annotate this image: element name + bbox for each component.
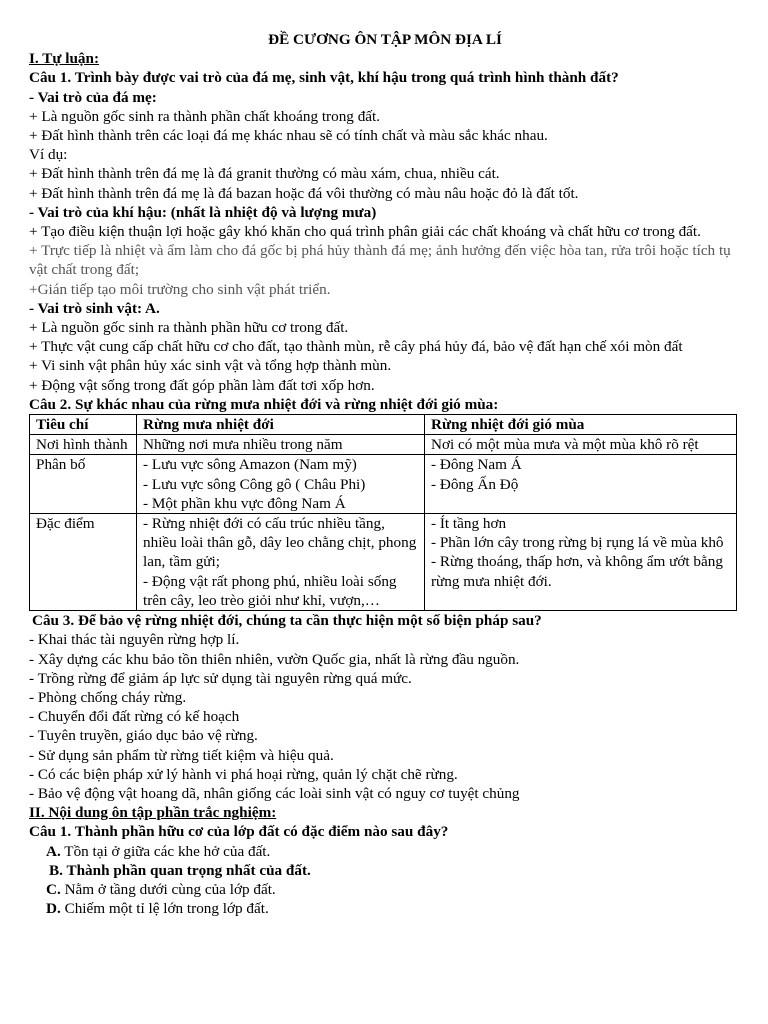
section-1-heading: I. Tự luận: [29, 50, 100, 68]
q3-line: - Xây dựng các khu bảo tồn thiên nhiên, vườn Quốc gia, nhất là rừng đầu nguồn. [29, 650, 520, 668]
q1-question: Câu 1. Trình bày được vai trò của đá mẹ, sinh vật, khí hậu trong quá trình hình thành đất? [29, 69, 619, 87]
table-criterion-cell: Nơi hình thành [30, 435, 137, 455]
option-letter: D. [46, 900, 61, 918]
q3-line: - Chuyển đổi đất rừng có kế hoạch [29, 708, 240, 726]
mcq-1-question: Câu 1. Thành phần hữu cơ của lớp đất có đặc điểm nào sau đây? [29, 823, 449, 841]
option-letter: A. [46, 842, 61, 860]
q3-line: - Có các biện pháp xử lý hành vi phá hoại rừng, quản lý chặt chẽ rừng. [29, 765, 458, 783]
table-cell [425, 455, 737, 514]
table-cell [425, 514, 737, 611]
example-label: Ví dụ: [29, 146, 68, 164]
cell-line: - Rừng thoáng, thấp hơn, và không ẩm ướt bằng rừng mưa nhiệt đới. [431, 553, 723, 590]
table-cell [425, 435, 737, 455]
table-row [30, 514, 737, 611]
table-row [30, 435, 737, 455]
example-line: + Đất hình thành trên đá mẹ là đá bazan hoặc đá vôi thường có màu nâu hoặc đỏ là đất tốt. [29, 184, 579, 202]
cell-line: - Rừng nhiệt đới có cấu trúc nhiều tầng, nhiều loài thân gỗ, dây leo chằng chịt, phong lan, tầm gửi; [143, 515, 417, 571]
bio-role-line: + Động vật sống trong đất góp phần làm đất tơi xốp hơn. [29, 376, 375, 394]
cell-line: - Ít tầng hơn [431, 515, 507, 533]
option-text: Nằm ở tầng dưới cùng của lớp đất. [60, 880, 276, 898]
section-2-heading: II. Nội dung ôn tập phần trắc nghiệm: [29, 804, 277, 822]
document-title: ĐỀ CƯƠNG ÔN TẬP MÔN ĐỊA LÍ [268, 31, 502, 48]
q3-line: - Khai thác tài nguyên rừng hợp lí. [29, 631, 240, 649]
table-header-cell: Tiêu chí [30, 415, 137, 435]
table-cell [137, 435, 425, 455]
climate-indirect-line: +Gián tiếp tạo môi trường cho sinh vật phát triển. [29, 280, 331, 298]
bio-role-line: + Vi sinh vật phân hủy xác sinh vật và tổng hợp thành mùn. [29, 357, 392, 375]
cell-line: - Lưu vực sông Công gô ( Châu Phi) [143, 475, 366, 493]
bio-role-line: + Thực vật cung cấp chất hữu cơ cho đất, tạo thành mùn, rễ cây phá hủy đá, bảo vệ đất hạn chế xói mòn đất [29, 338, 683, 356]
table-header-cell: Rừng mưa nhiệt đới [137, 415, 425, 435]
option-text: Thành phần quan trọng nhất của đất. [62, 861, 311, 879]
table-header-row [30, 415, 737, 435]
mcq-option-c [29, 880, 741, 899]
q3-line: - Trồng rừng để giảm áp lực sử dụng tài nguyên rừng quá mức. [29, 669, 412, 687]
q3-line: - Tuyên truyền, giáo dục bảo vệ rừng. [29, 727, 258, 745]
table-cell [137, 455, 425, 514]
option-letter: C. [46, 880, 61, 898]
table-criterion-cell: Phân bố [30, 455, 137, 514]
table-criterion-cell: Đặc điểm [30, 514, 137, 611]
cell-line: Những nơi mưa nhiều trong năm [143, 436, 343, 454]
mcq-option-d [29, 899, 741, 918]
cell-line: Nơi có một mùa mưa và một mùa khô rõ rệt [431, 436, 699, 454]
q3-line: - Bảo vệ động vật hoang dã, nhân giống các loài sinh vật có nguy cơ tuyệt chủng [29, 784, 520, 802]
q3-line: - Phòng chống cháy rừng. [29, 688, 187, 706]
table-header-cell: Rừng nhiệt đới gió mùa [425, 415, 737, 435]
q2-question: Câu 2. Sự khác nhau của rừng mưa nhiệt đới và rừng nhiệt đới gió mùa: [29, 395, 499, 413]
rock-role-heading: - Vai trò của đá mẹ: [29, 88, 157, 106]
option-letter: B. [49, 861, 63, 879]
cell-line: - Đông Nam Á [431, 456, 522, 474]
bio-role-heading: - Vai trò sinh vật: A. [29, 299, 160, 317]
climate-direct-line: + Trực tiếp là nhiệt và ẩm làm cho đá gốc bị phá hủy thành đá mẹ; ảnh hưởng đến việc hòa tan, rửa trôi hoặc tích tụ vật chất trong đất; [29, 242, 731, 279]
comparison-table [29, 414, 737, 611]
climate-role-line: + Tạo điều kiện thuận lợi hoặc gây khó khăn cho quá trình phân giải các chất khoáng và chất hữu cơ trong đất. [29, 223, 701, 241]
option-text: Tồn tại ở giữa các khe hở của đất. [60, 842, 271, 860]
cell-line: - Một phần khu vực đông Nam Á [143, 494, 346, 512]
climate-role-heading: - Vai trò của khí hậu: (nhất là nhiệt độ và lượng mưa) [29, 203, 377, 221]
bio-role-line: + Là nguồn gốc sinh ra thành phần hữu cơ trong đất. [29, 319, 349, 337]
option-text: Chiếm một tỉ lệ lớn trong lớp đất. [60, 900, 269, 918]
rock-role-line: + Đất hình thành trên các loại đá mẹ khác nhau sẽ có tính chất và màu sắc khác nhau. [29, 127, 548, 145]
mcq-option-b [29, 861, 741, 880]
q3-question: Câu 3. Để bảo vệ rừng nhiệt đới, chúng ta cần thực hiện một số biện pháp sau? [32, 612, 542, 630]
cell-line: - Phần lớn cây trong rừng bị rụng lá về mùa khô [431, 534, 724, 552]
mcq-option-a [29, 842, 741, 861]
table-cell [137, 514, 425, 611]
q3-line: - Sử dụng sản phẩm từ rừng tiết kiệm và hiệu quả. [29, 746, 334, 764]
table-row [30, 455, 737, 514]
cell-line: - Động vật rất phong phú, nhiều loài sống trên cây, leo trèo giỏi như khỉ, vượn,… [143, 572, 397, 609]
document-page [29, 30, 741, 918]
cell-line: - Đông Ấn Độ [431, 475, 519, 493]
example-line: + Đất hình thành trên đá mẹ là đá granit thường có màu xám, chua, nhiều cát. [29, 165, 500, 183]
cell-line: - Lưu vực sông Amazon (Nam mỹ) [143, 456, 357, 474]
rock-role-line: + Là nguồn gốc sinh ra thành phần chất khoáng trong đất. [29, 107, 381, 125]
